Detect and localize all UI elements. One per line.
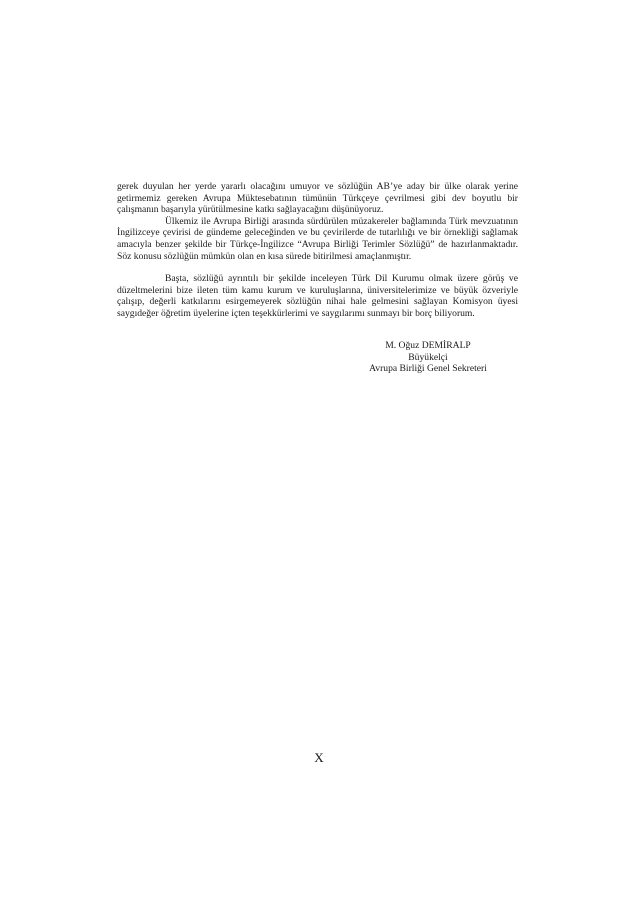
- body-text: [117, 181, 518, 320]
- signature-title: Büyükelçi: [408, 351, 448, 363]
- signature-name: M. Oğuz DEMİRALP: [385, 340, 471, 351]
- signature-position: Avrupa Birliği Genel Sekreteri: [369, 363, 487, 375]
- signature-block: [364, 340, 492, 375]
- page-number: X: [314, 750, 324, 765]
- paragraph-acknowledgements: Başta, sözlüğü ayrıntılı bir şekilde inceleyen Türk Dil Kurumu olmak üzere görüş ve düzeltmelerini bize ileten tüm kamu kurum ve kuruluşlarına, üniversitelerimize ve büyük özveriyle çalışıp, değerli katkılarını esirgemeyerek sözlüğün nihai hale gelmesini sağlayan Komisyon üyesi saygıdeğer öğretim üyelerine içten teşekkürlerimi ve saygılarımı sunmayı bir borç biliyorum.: [117, 273, 518, 319]
- paragraph-continuation: gerek duyulan her yerde yararlı olacağını umuyor ve sözlüğün AB’ye aday bir ülke olarak yerine getirmemiz gereken Avrupa Müktesebatının tümünün Türkçeye çevrilmesi gibi dev boyutlu bir çalışmanın başarıyla yürütülmesine katkı sağlayacağını düşünüyoruz.: [117, 181, 518, 216]
- paragraph-negotiations: Ülkemiz ile Avrupa Birliği arasında sürdürülen müzakereler bağlamında Türk mevzuatının İngilizceye çevirisi de gündeme geleceğinden ve bu çevirilerde de tutarlılığı ve bir örnekliği sağlamak amacıyla benzer şekilde bir Türkçe-İngilizce “Avrupa Birliği Terimler Sözlüğü” de hazırlanmaktadır. Söz konusu sözlüğün mümkün olan en kısa sürede bitirilmesi amaçlanmıştır.: [117, 215, 518, 262]
